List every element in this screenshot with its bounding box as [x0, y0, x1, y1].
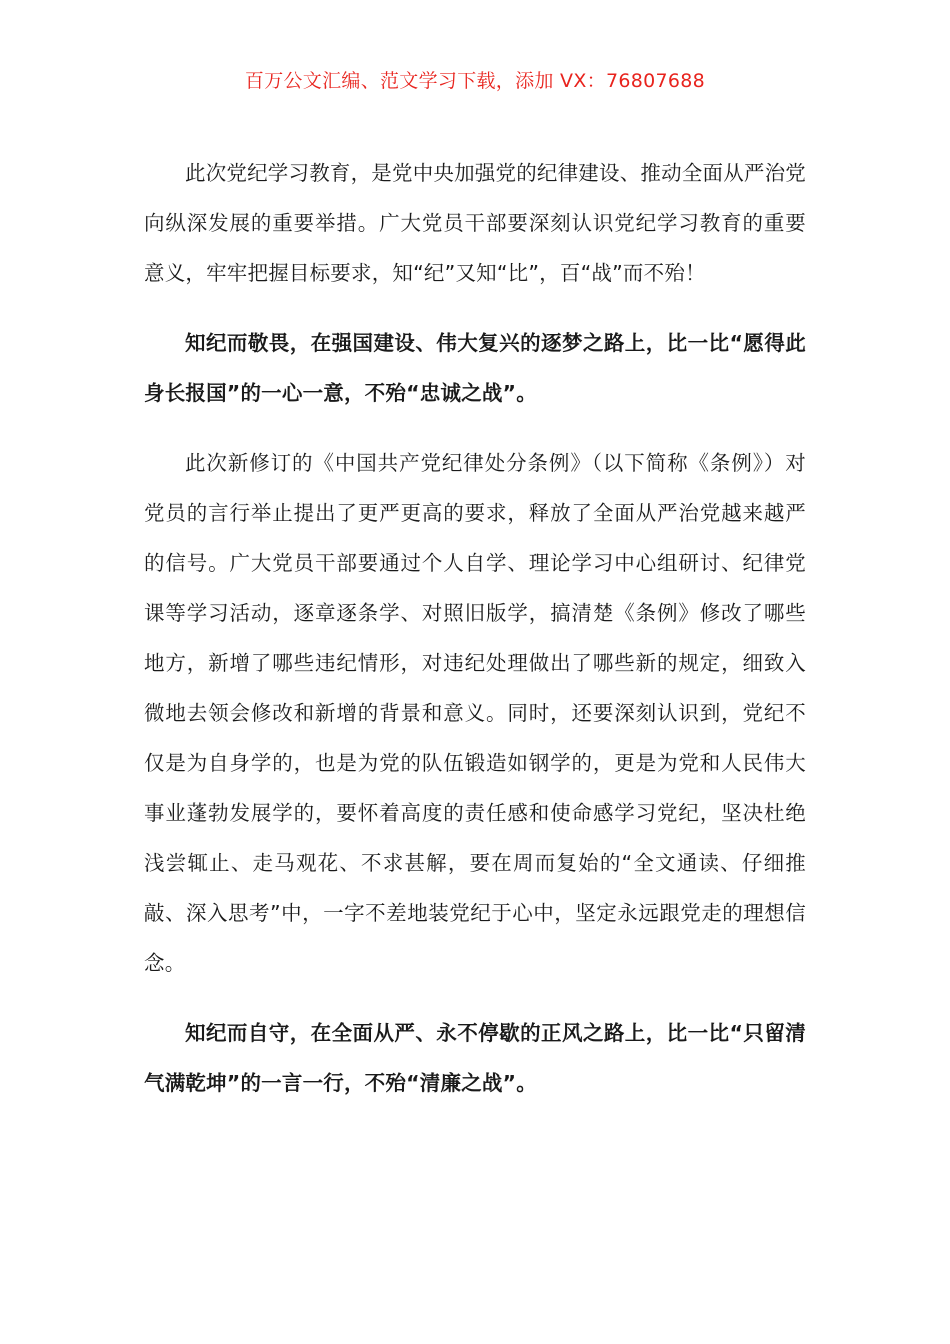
- heading-loyalty: 知纪而敬畏，在强国建设、伟大复兴的逐梦之路上，比一比“愿得此身长报国”的一心一意，不殆“忠诚之战”。: [144, 331, 806, 405]
- document-body: [144, 148, 806, 1108]
- paragraph-regulations: 此次新修订的《中国共产党纪律处分条例》（以下简称《条例》）对党员的言行举止提出了更严更高的要求，释放了全面从严治党越来越严的信号。广大党员干部要通过个人自学、理论学习中心组研讨、纪律党课等学习活动，逐章逐条学、对照旧版学，搞清楚《条例》修改了哪些地方，新增了哪些违纪情形，对违纪处理做出了哪些新的规定，细致入微地去领会修改和新增的背景和意义。同时，还要深刻认识到，党纪不仅是为自身学的，也是为党的队伍锻造如钢学的，更是为党和人民伟大事业蓬勃发展学的，要怀着高度的责任感和使命感学习党纪，坚决杜绝浅尝辄止、走马观花、不求甚解，要在周而复始的“全文通读、仔细推敲、深入思考”中，一字不差地装党纪于心中，坚定永远跟党走的理想信念。: [144, 451, 806, 975]
- paragraph-intro: 此次党纪学习教育，是党中央加强党的纪律建设、推动全面从严治党向纵深发展的重要举措。广大党员干部要深刻认识党纪学习教育的重要意义，牢牢把握目标要求，知“纪”又知“比”，百“战”而不殆！: [144, 161, 806, 285]
- paragraph-gap: [144, 418, 806, 438]
- paragraph-gap: [144, 988, 806, 1008]
- paragraph-gap: [144, 298, 806, 318]
- page-header-ad: 百万公文汇编、范文学习下载，添加 VX：76807688: [244, 70, 706, 92]
- heading-integrity: 知纪而自守，在全面从严、永不停歇的正风之路上，比一比“只留清气满乾坤”的一言一行，不殆“清廉之战”。: [144, 1021, 806, 1095]
